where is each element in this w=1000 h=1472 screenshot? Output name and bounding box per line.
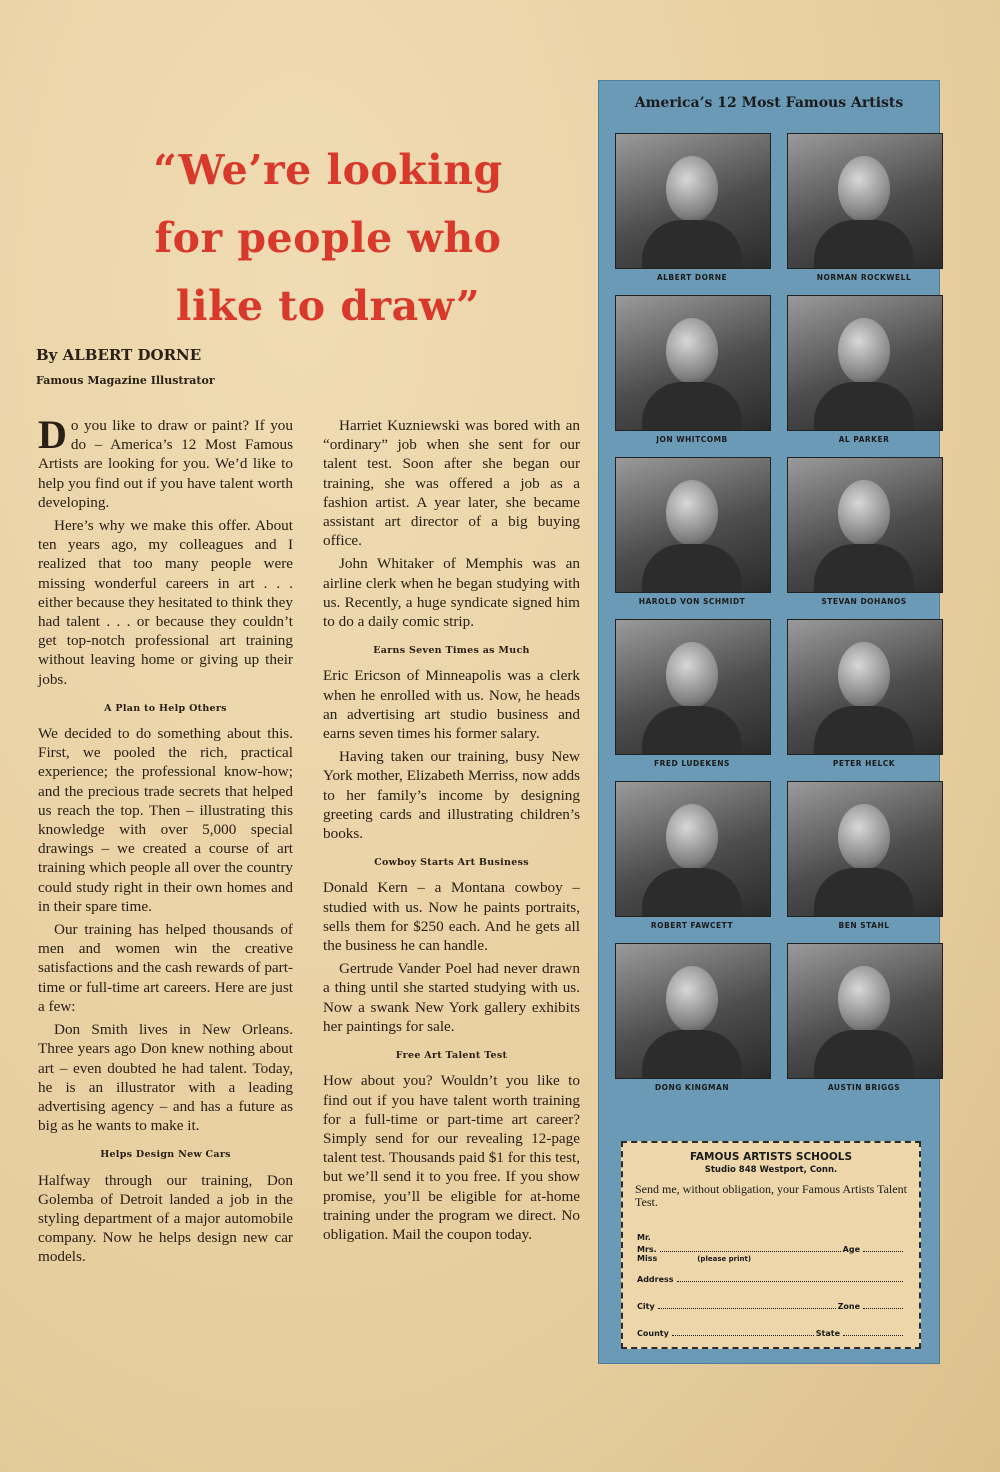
artist-name: PETER HELCK	[832, 759, 896, 768]
paragraph: Gertrude Vander Poel had never drawn a thing until she started studying with us. Now a swank New York gallery exhibits her paintings for sale.	[323, 960, 580, 1035]
coupon-body: Send me, without obligation, your Famous Artists Talent Test.	[635, 1182, 907, 1209]
paragraph: Halfway through our training, Don Golemba of Detroit landed a job in the styling department of a major automobile company. Now he helps design new car models.	[38, 1171, 293, 1266]
artist-card	[615, 133, 769, 282]
coupon-fields	[637, 1233, 905, 1338]
paragraph: Having taken our training, busy New York mother, Elizabeth Merriss, now adds to her family’s income by designing greeting cards and illustrating children’s books.	[323, 748, 580, 843]
article-column-1	[38, 412, 293, 1271]
artist-photo	[787, 457, 943, 593]
artist-photo	[615, 781, 771, 917]
name-field[interactable]	[660, 1243, 841, 1252]
paragraph: Eric Ericson of Minneapolis was a clerk when he enrolled with us. Now, he heads an advertising art studio business and earns seven times his former salary.	[323, 667, 580, 743]
coupon-studio: Studio 848 Westport, Conn.	[704, 1165, 838, 1175]
label-mr: Mr.	[637, 1233, 651, 1242]
label-address: Address	[637, 1275, 674, 1284]
age-field[interactable]	[863, 1243, 903, 1252]
drop-cap: D	[38, 412, 67, 457]
subheading-plan: A Plan to Help Others	[104, 702, 227, 714]
artist-name: DONG KINGMAN	[654, 1083, 730, 1092]
artist-name: JON WHITCOMB	[656, 435, 728, 444]
artist-name: BEN STAHL	[838, 921, 890, 930]
label-miss: Miss	[637, 1254, 658, 1263]
state-field[interactable]	[843, 1327, 903, 1336]
county-field[interactable]	[672, 1327, 814, 1336]
paragraph: Our training has helped thousands of men and women win the creative satisfactions and the cash rewards of part-time or full-time art careers. Here are just a few:	[38, 921, 293, 1015]
byline-title: Famous Magazine Illustrator	[36, 374, 215, 387]
label-county: County	[637, 1329, 669, 1338]
artist-photo	[615, 619, 771, 755]
artist-photo	[615, 457, 771, 593]
headline	[118, 136, 538, 340]
artist-photo	[615, 295, 771, 431]
subheading-earns: Earns Seven Times as Much	[373, 645, 530, 657]
article-column-2	[323, 416, 580, 1248]
artist-photo	[787, 943, 943, 1079]
artist-name: ALBERT DORNE	[656, 273, 728, 282]
panel-title: America’s 12 Most Famous Artists	[634, 95, 904, 111]
please-print-note: (please print)	[697, 1255, 752, 1263]
byline: By ALBERT DORNE	[36, 346, 202, 364]
artists-panel	[598, 80, 940, 1364]
paragraph: Don Smith lives in New Orleans. Three years ago Don knew nothing about art – even doubted he had talent. Today, he is an illustrator with a leading advertising agency – and has a future as big as he wants to make it.	[38, 1021, 293, 1135]
order-coupon[interactable]	[621, 1141, 921, 1349]
city-field[interactable]	[658, 1300, 836, 1309]
headline-line-3: like to draw”	[175, 282, 481, 330]
paragraph: John Whitaker of Memphis was an airline clerk when he began studying with us. Recently, a huge syndicate signed him to do a daily comic strip.	[323, 555, 580, 631]
artist-name: ROBERT FAWCETT	[650, 921, 734, 930]
intro-paragraph: Do you like to draw or paint? If you do – America’s 12 Most Famous Artists are looking for you. We’d like to help you find out if you have talent worth developing.	[38, 412, 293, 511]
artist-card	[787, 295, 941, 444]
headline-line-2: for people who	[154, 214, 502, 262]
artist-photo	[787, 781, 943, 917]
artist-card	[787, 133, 941, 282]
label-age: Age	[842, 1245, 860, 1254]
artist-card	[787, 457, 941, 606]
paragraph: Harriet Kuzniewski was bored with an “ordinary” job when she sent for our talent test. Soon after she began our training, she was offered a job as a fashion artist. A year later, she became assistant art director of a big buying office.	[323, 417, 580, 550]
artist-name: NORMAN ROCKWELL	[816, 273, 912, 282]
artist-card	[787, 619, 941, 768]
artist-card	[615, 295, 769, 444]
artist-card	[615, 943, 769, 1092]
artist-card	[787, 781, 941, 930]
artist-name: AL PARKER	[838, 435, 890, 444]
paragraph: How about you? Wouldn’t you like to find out if you have talent worth training for a full-time or part-time art career? Simply send for our revealing 12-page talent test. Thousands paid $1 for this test, but we’ll send it to you free. If you show promise, you’ll be eligible for at-home training under the program we direct. No obligation. Mail the coupon today.	[323, 1072, 580, 1243]
artist-photo	[787, 133, 943, 269]
artist-name: FRED LUDEKENS	[654, 759, 730, 768]
coupon-title: FAMOUS ARTISTS SCHOOLS	[689, 1151, 853, 1163]
artist-card	[615, 619, 769, 768]
paragraph: We decided to do something about this. First, we pooled the rich, practical experience; the professional know-how; and the precious trade secrets that helped us reach the top. Then – illustrating this knowledge with over 5,000 special drawings – we created a course of art training which people all over the country could study right in their own homes and in their spare time.	[38, 725, 293, 915]
artist-photo	[787, 619, 943, 755]
artist-card	[615, 457, 769, 606]
artist-name: AUSTIN BRIGGS	[827, 1083, 901, 1092]
artist-card	[787, 943, 941, 1092]
artist-name: STEVAN DOHANOS	[821, 597, 907, 606]
subheading-cars: Helps Design New Cars	[100, 1149, 231, 1161]
paragraph: Donald Kern – a Montana cowboy – studied with us. Now he paints portraits, sells them for $250 each. And he gets all the business he can handle.	[323, 879, 580, 955]
zone-field[interactable]	[863, 1300, 903, 1309]
artist-photo	[615, 133, 771, 269]
address-field[interactable]	[677, 1273, 903, 1282]
label-city: City	[637, 1302, 655, 1311]
label-zone: Zone	[837, 1302, 860, 1311]
artist-card	[615, 781, 769, 930]
artist-photo	[787, 295, 943, 431]
paragraph: Here’s why we make this offer. About ten years ago, my colleagues and I realized that too many people were missing wonderful careers in art . . . either because they hesitated to think they had talent . . . or because they couldn’t get top-notch professional art training without leaving home or giving up their jobs.	[38, 517, 293, 688]
headline-line-1: “We’re looking	[153, 146, 503, 194]
label-mrs: Mrs.	[637, 1245, 657, 1254]
artist-photo	[615, 943, 771, 1079]
label-state: State	[815, 1329, 840, 1338]
artist-name: HAROLD VON SCHMIDT	[638, 597, 746, 606]
subheading-test: Free Art Talent Test	[395, 1050, 508, 1062]
subheading-cowboy: Cowboy Starts Art Business	[374, 857, 529, 869]
